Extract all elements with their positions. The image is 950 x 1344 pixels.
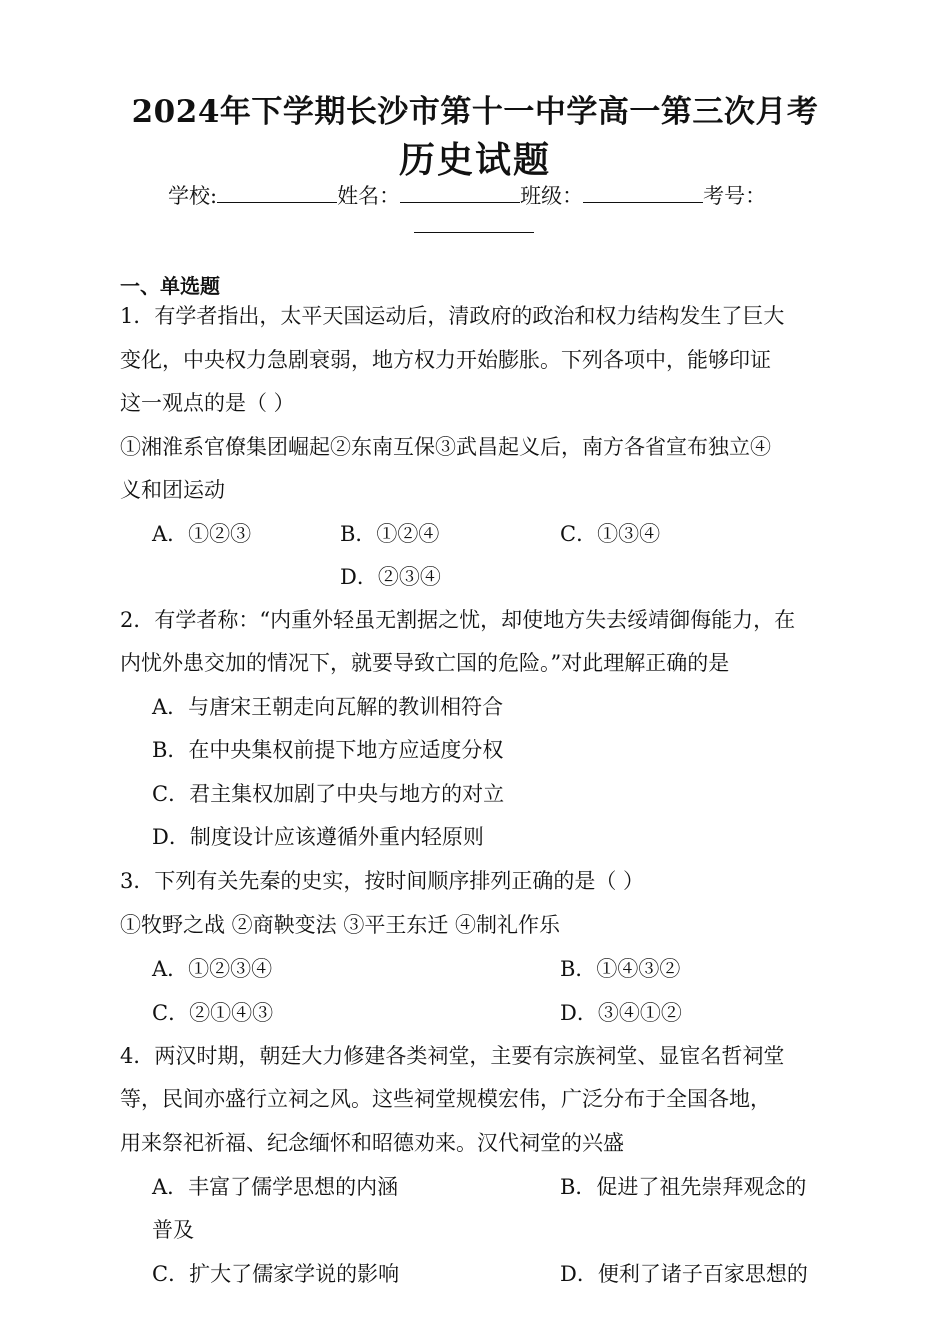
q1-option-b[interactable]: B．①②④ xyxy=(340,522,440,546)
student-info-line xyxy=(168,180,766,210)
section-title: 一、单选题 xyxy=(120,274,220,298)
q1-line-5: 义和团运动 xyxy=(120,478,225,502)
q2-line-1: 2．有学者称：“内重外轻虽无割据之忧，却使地方失去绥靖御侮能力，在 xyxy=(120,608,796,632)
q1-line-1: 1．有学者指出，太平天国运动后，清政府的政治和权力结构发生了巨大 xyxy=(120,304,785,328)
q4-option-a[interactable]: A．丰富了儒学思想的内涵 xyxy=(152,1175,399,1199)
q1-line-3: 这一观点的是（ ） xyxy=(120,391,295,415)
q3-option-b[interactable]: B．①④③② xyxy=(560,957,681,981)
class-label: 班级： xyxy=(520,184,584,208)
q4-option-d[interactable]: D．便利了诸子百家思想的 xyxy=(560,1262,808,1286)
student-info-line-2 xyxy=(414,210,534,238)
q2-option-d[interactable]: D．制度设计应该遵循外重内轻原则 xyxy=(152,825,484,849)
q3-line-1: 3．下列有关先秦的史实，按时间顺序排列正确的是（ ） xyxy=(120,869,645,893)
q4-option-b[interactable]: B．促进了祖先崇拜观念的 xyxy=(560,1175,807,1199)
number-blank[interactable] xyxy=(414,210,534,233)
q1-line-2: 变化，中央权力急剧衰弱，地方权力开始膨胀。下列各项中，能够印证 xyxy=(120,348,771,372)
q2-option-b[interactable]: B．在中央集权前提下地方应适度分权 xyxy=(152,738,504,762)
q1-option-d[interactable]: D．②③④ xyxy=(340,565,441,589)
q3-line-2: ①牧野之战 ②商鞅变法 ③平王东迁 ④制礼作乐 xyxy=(120,913,561,937)
q3-option-c[interactable]: C．②①④③ xyxy=(152,1001,274,1025)
q4-line-3: 用来祭祀祈福、纪念缅怀和昭德劝来。汉代祠堂的兴盛 xyxy=(120,1131,624,1155)
name-blank[interactable] xyxy=(400,180,520,203)
q1-line-4: ①湘淮系官僚集团崛起②东南互保③武昌起义后，南方各省宣布独立④ xyxy=(120,435,771,459)
school-label: 学校: xyxy=(168,184,218,208)
exam-subject-title: 历史试题 xyxy=(398,139,551,181)
school-blank[interactable] xyxy=(217,180,337,203)
number-label: 考号： xyxy=(703,184,767,208)
q1-option-a[interactable]: A．①②③ xyxy=(152,522,252,546)
q2-line-2: 内忧外患交加的情况下，就要导致亡国的危险。”对此理解正确的是 xyxy=(120,651,730,675)
class-blank[interactable] xyxy=(583,180,703,203)
q4-line-2: 等，民间亦盛行立祠之风。这些祠堂规模宏伟，广泛分布于全国各地， xyxy=(120,1087,771,1111)
q4-option-c[interactable]: C．扩大了儒家学说的影响 xyxy=(152,1262,400,1286)
q2-option-a[interactable]: A．与唐宋王朝走向瓦解的教训相符合 xyxy=(152,695,504,719)
q3-option-a[interactable]: A．①②③④ xyxy=(152,957,273,981)
q1-option-c[interactable]: C．①③④ xyxy=(560,522,661,546)
q3-option-d[interactable]: D．③④①② xyxy=(560,1001,682,1025)
q4-option-b-continued: 普及 xyxy=(152,1218,194,1242)
q2-option-c[interactable]: C．君主集权加剧了中央与地方的对立 xyxy=(152,782,505,806)
exam-title: 2024年下学期长沙市第十一中学高一第三次月考 xyxy=(131,94,819,130)
q4-line-1: 4．两汉时期，朝廷大力修建各类祠堂，主要有宗族祠堂、显宦名哲祠堂 xyxy=(120,1044,785,1068)
name-label: 姓名： xyxy=(337,184,401,208)
